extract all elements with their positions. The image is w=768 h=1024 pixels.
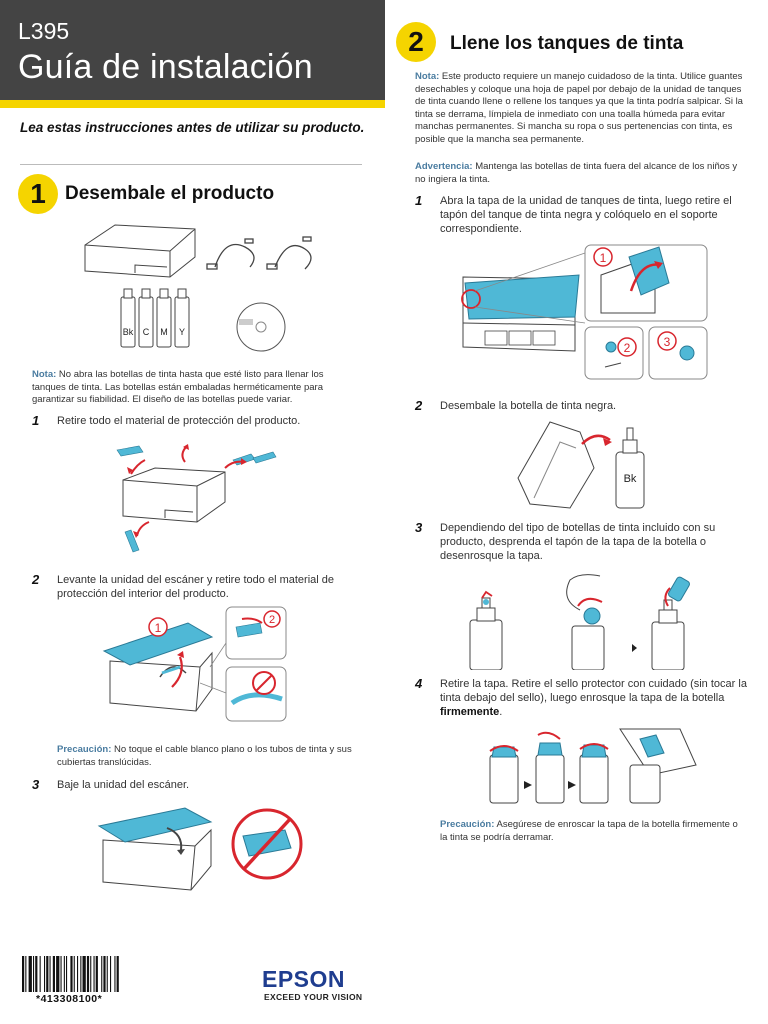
barcode-bar [35, 956, 37, 992]
divider [20, 164, 362, 165]
barcode-bar [44, 956, 45, 992]
tank-callout-2: 2 [623, 341, 631, 355]
section-2-step-4-text: Retire la tapa. Retire el sello protector con cuidado (sin tocar la tinta debajo del sello), luego enrosque la tapa de la botella firmemente. [440, 678, 747, 718]
title-accent-bar [0, 100, 385, 108]
barcode-bar [74, 956, 75, 992]
section-2-warning: Advertencia: Mantenga las botellas de tinta fuera del alcance de los niños y no ingiera la tinta. [415, 161, 738, 185]
section-1-step-1-number: 1 [32, 413, 40, 428]
section-1-step-2-text: Levante la unidad del escáner y retire todo el material de protección del interior del producto. [57, 574, 335, 600]
section-2-caution: Precaución: Asegúrese de enroscar la tapa de la botella firmemente o la tinta se podría derramar. [440, 819, 738, 843]
barcode-bar [101, 956, 102, 992]
barcode-bar [107, 956, 108, 992]
section-1-title: Desembale el producto [65, 183, 275, 204]
section-1-note: Nota: No abra las botellas de tinta hasta que esté listo para llenar los tanques de tinta. Las botellas están embaladas herméticamente para garantizar su fiabilidad. El diseño de las botellas puede variar. [32, 369, 324, 405]
scanner-lower-illustration [95, 800, 310, 895]
section-1-step-1-text: Retire todo el material de protección del producto. [57, 415, 301, 427]
barcode-number: *413308100* [36, 993, 103, 1005]
barcode-bar [64, 956, 65, 992]
barcode-bar [66, 956, 67, 992]
section-2-note: Nota: Este producto requiere un manejo cuidadoso de la tinta. Utilice guantes desechables y coloque una hoja de papel por debajo de la unidad de tanques de tinta cuando llene o rellene los tanques ya que la tinta podría salpicar. Si la tinta se derrama, límpiela de inmediato con una toalla húmeda para evitar manchas permanentes. Si mancha su ropa o sus pertenencias con tinta, es posible que la mancha sea permanente. [415, 71, 743, 145]
section-2-step-1-text: Abra la tapa de la unidad de tanques de tinta, luego retire el tapón del tanque de tinta negra y colóquelo en el soporte correspondiente. [440, 195, 732, 235]
barcode-bar [83, 956, 86, 992]
epson-logo: EPSON [262, 966, 346, 992]
barcode-bar [114, 956, 115, 992]
epson-tagline: EXCEED YOUR VISION [264, 992, 363, 1002]
barcode-bar [87, 956, 89, 992]
barcode-bar [29, 956, 32, 992]
barcode-bar [50, 956, 51, 992]
section-1-step-3-number: 3 [32, 777, 40, 792]
barcode-bar [53, 956, 55, 992]
unpack-bottle-illustration [510, 418, 660, 513]
bottle-label-y: Y [178, 327, 186, 337]
section-2-badge: 2 [396, 22, 436, 62]
section-1-step-3-text: Baje la unidad del escáner. [57, 779, 190, 791]
section-1-step-2-number: 2 [32, 572, 40, 587]
ink-tank-open-illustration [455, 243, 715, 383]
open-cap-illustration [460, 570, 710, 670]
remove-seal-illustration [480, 725, 720, 805]
page-title: Guía de instalación [18, 48, 313, 86]
intro-text: Lea estas instrucciones antes de utilizar su producto. [20, 120, 365, 135]
section-2-step-3-text: Dependiendo del tipo de botellas de tinta incluido con su producto, desprenda el tapón de la tapa de la botella o desenrosque la tapa. [440, 522, 716, 562]
black-bottle-label: Bk [623, 473, 637, 485]
barcode-bar [77, 956, 78, 992]
barcode-bar [117, 956, 119, 992]
barcode-bar [33, 956, 34, 992]
barcode-bar [94, 956, 95, 992]
barcode-bar [80, 956, 81, 992]
section-2-step-3-number: 3 [415, 520, 423, 535]
remove-packing-illustration [105, 440, 285, 555]
barcode-bar [22, 956, 24, 992]
section-1-caution: Precaución: No toque el cable blanco plano o los tubos de tinta y sus cubiertas translúcidas. [57, 744, 352, 768]
barcode-bar [46, 956, 48, 992]
barcode-bar [110, 956, 111, 992]
barcode [22, 956, 172, 992]
tank-callout-1: 1 [599, 251, 607, 265]
section-1-badge: 1 [18, 174, 58, 214]
bottle-label-c: C [142, 327, 150, 337]
model-name: L395 [18, 18, 70, 44]
barcode-bar [70, 956, 72, 992]
scanner-callout-1: 1 [154, 621, 162, 635]
barcode-bar [56, 956, 59, 992]
bottle-label-bk: Bk [122, 327, 134, 337]
barcode-bar [61, 956, 62, 992]
section-2-step-2-number: 2 [415, 398, 423, 413]
barcode-bar [40, 956, 41, 992]
scanner-callout-2: 2 [268, 614, 276, 626]
barcode-bar [96, 956, 98, 992]
scanner-lift-illustration [100, 603, 290, 738]
tank-callout-3: 3 [663, 335, 671, 349]
barcode-bar [25, 956, 26, 992]
barcode-bar [103, 956, 105, 992]
section-2-step-1-number: 1 [415, 193, 423, 208]
section-2-step-2-text: Desembale la botella de tinta negra. [440, 400, 617, 412]
section-2-title: Llene los tanques de tinta [450, 33, 684, 54]
barcode-bar [90, 956, 91, 992]
section-2-step-4-number: 4 [415, 676, 423, 691]
bottle-label-m: M [160, 327, 168, 337]
product-contents-illustration [75, 215, 345, 355]
